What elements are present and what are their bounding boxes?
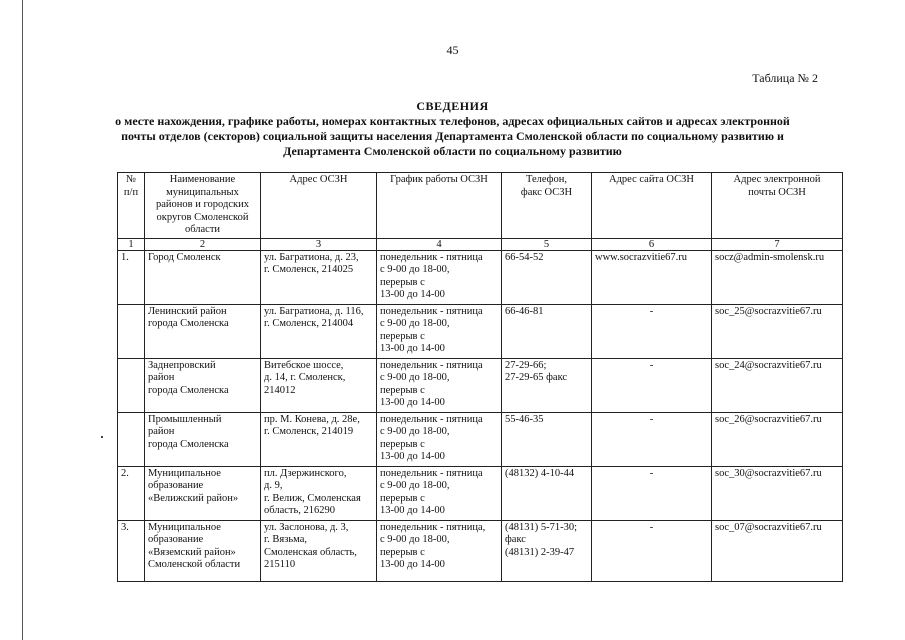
column-number: 1: [118, 238, 145, 250]
document-title: СВЕДЕНИЯ: [416, 99, 489, 113]
website: www.socrazvitie67.ru: [592, 250, 712, 304]
phone-fax-line: 27-29-65 факс: [505, 372, 568, 383]
header-address: [261, 173, 377, 239]
municipality-name-line: образование: [148, 534, 204, 545]
municipality-name: [145, 520, 261, 581]
municipality-name-line: район: [148, 426, 175, 437]
header-line: Адрес ОСЗН: [289, 174, 348, 185]
office-address-line: г. Смоленск, 214004: [264, 318, 354, 329]
header-line: п/п: [123, 186, 139, 198]
phone-fax: [502, 250, 592, 304]
office-address-line: д. 9,: [264, 480, 283, 491]
municipality-name-line: города Смоленска: [148, 384, 229, 396]
phone-fax-line: (48131) 2-39-47: [505, 546, 575, 558]
phone-fax-line: 66-54-52: [505, 251, 544, 263]
municipality-name-line: города Смоленска: [148, 318, 229, 329]
header-line: Адрес электронной: [733, 174, 821, 185]
heading-line-3: Департамента Смоленской области по социальному развитию: [283, 144, 622, 158]
office-address: [261, 250, 377, 304]
municipality-name: [145, 358, 261, 412]
header-schedule: [377, 173, 502, 239]
office-address: [261, 520, 377, 581]
table-row: [118, 466, 843, 520]
website: -: [592, 520, 712, 581]
office-address-line: область, 216290: [264, 505, 336, 516]
email-address: soc_24@socrazvitie67.ru: [712, 358, 843, 412]
municipality-name-line: Промышленный: [148, 413, 222, 425]
phone-fax: [502, 358, 592, 412]
row-number: 3.: [118, 520, 145, 581]
header-line: Адрес сайта ОСЗН: [608, 174, 694, 185]
office-address-line: 214012: [264, 384, 296, 396]
row-number: 1.: [118, 250, 145, 304]
work-schedule: [377, 250, 502, 304]
municipality-name-line: города Смоленска: [148, 438, 229, 450]
header-line: муниципальных: [166, 186, 239, 198]
work-schedule: [377, 520, 502, 581]
work-schedule-line: с 9-00 до 18-00,: [380, 318, 450, 329]
work-schedule-line: перерыв с: [380, 492, 425, 504]
phone-fax: [502, 520, 592, 581]
heading-line-2: почты отделов (секторов) социальной защиты населения Департамента Смоленской области по социальному развитию и: [121, 129, 784, 143]
office-address-line: г. Велиж, Смоленская: [264, 492, 361, 504]
work-schedule-line: понедельник - пятница: [380, 467, 483, 479]
office-address: [261, 358, 377, 412]
column-number-row: [118, 238, 843, 250]
office-address-line: пл. Дзержинского,: [264, 467, 347, 479]
work-schedule-line: понедельник - пятница: [380, 413, 483, 425]
row-number: [118, 358, 145, 412]
office-address-line: г. Смоленск, 214019: [264, 426, 354, 437]
column-number: 7: [712, 238, 843, 250]
row-number: 2.: [118, 466, 145, 520]
municipality-name-line: «Велижский район»: [148, 492, 239, 504]
website: -: [592, 466, 712, 520]
office-address: [261, 304, 377, 358]
office-address-line: ул. Багратиона, д. 23,: [264, 251, 359, 263]
header-line: №: [125, 174, 137, 185]
phone-fax-line: факс: [505, 534, 526, 545]
work-schedule-line: с 9-00 до 18-00,: [380, 372, 450, 383]
header-line: округов Смоленской: [156, 211, 249, 223]
work-schedule-line: с 9-00 до 18-00,: [380, 480, 450, 491]
row-number: [118, 304, 145, 358]
work-schedule-line: понедельник - пятница: [380, 359, 483, 371]
work-schedule-line: с 9-00 до 18-00,: [380, 426, 450, 437]
column-number: 3: [261, 238, 377, 250]
heading-line-1: о месте нахождения, графике работы, номерах контактных телефонов, адресах официальных сайтов и адресах электронной: [115, 114, 790, 128]
work-schedule: [377, 358, 502, 412]
phone-fax-line: 27-29-66;: [505, 359, 547, 371]
municipality-name-line: Смоленской области: [148, 559, 241, 570]
municipality-name-line: Муниципальное: [148, 521, 221, 533]
office-address-line: г. Вязьма,: [264, 534, 307, 545]
table-row: [118, 412, 843, 466]
office-address-line: Витебское шоссе,: [264, 359, 344, 371]
work-schedule-line: с 9-00 до 18-00,: [380, 534, 450, 545]
work-schedule-line: 13-00 до 14-00: [380, 505, 445, 516]
work-schedule-line: 13-00 до 14-00: [380, 343, 445, 354]
office-address: [261, 466, 377, 520]
office-address-line: г. Смоленск, 214025: [264, 264, 354, 275]
column-number: 5: [502, 238, 592, 250]
municipality-name-line: Муниципальное: [148, 467, 221, 479]
phone-fax: [502, 304, 592, 358]
offices-table: [117, 172, 843, 582]
column-number: 4: [377, 238, 502, 250]
phone-fax: [502, 466, 592, 520]
work-schedule: [377, 466, 502, 520]
municipality-name-line: район: [148, 372, 175, 383]
municipality-name: [145, 250, 261, 304]
email-address: soc_26@socrazvitie67.ru: [712, 412, 843, 466]
table-row: [118, 520, 843, 581]
header-email: [712, 173, 843, 239]
work-schedule: [377, 412, 502, 466]
website: -: [592, 304, 712, 358]
header-num: [118, 173, 145, 239]
header-line: районов и городских: [156, 199, 249, 210]
office-address-line: Смоленская область,: [264, 546, 357, 558]
website: -: [592, 358, 712, 412]
office-address: [261, 412, 377, 466]
office-address-line: 215110: [264, 559, 296, 570]
email-address: socz@admin-smolensk.ru: [712, 250, 843, 304]
work-schedule-line: понедельник - пятница: [380, 251, 483, 263]
work-schedule-line: перерыв с: [380, 330, 425, 342]
email-address: soc_25@socrazvitie67.ru: [712, 304, 843, 358]
office-address-line: пр. М. Конева, д. 28е,: [264, 413, 360, 425]
header-line: почты ОСЗН: [748, 186, 806, 198]
work-schedule-line: 13-00 до 14-00: [380, 451, 445, 462]
table-row: [118, 358, 843, 412]
table-label: Таблица № 2: [752, 71, 818, 85]
municipality-name: [145, 466, 261, 520]
municipality-name: [145, 412, 261, 466]
municipality-name-line: Город Смоленск: [148, 251, 221, 263]
municipality-name-line: Заднепровский: [148, 359, 216, 371]
header-phone: [502, 173, 592, 239]
row-number: [118, 412, 145, 466]
header-line: области: [184, 224, 221, 235]
table-row: [118, 250, 843, 304]
work-schedule-line: 13-00 до 14-00: [380, 397, 445, 408]
header-name: [145, 173, 261, 239]
work-schedule-line: перерыв с: [380, 546, 425, 558]
work-schedule-line: понедельник - пятница,: [380, 521, 486, 533]
phone-fax-line: 66-46-81: [505, 305, 544, 317]
work-schedule-line: перерыв с: [380, 384, 425, 396]
work-schedule-line: 13-00 до 14-00: [380, 559, 445, 570]
work-schedule-line: с 9-00 до 18-00,: [380, 264, 450, 275]
work-schedule-line: понедельник - пятница: [380, 305, 483, 317]
office-address-line: ул. Заслонова, д. 3,: [264, 521, 349, 533]
phone-fax: [502, 412, 592, 466]
phone-fax-line: (48132) 4-10-44: [505, 467, 575, 479]
work-schedule-line: перерыв с: [380, 438, 425, 450]
page-number: 45: [446, 43, 459, 57]
office-address-line: д. 14, г. Смоленск,: [264, 372, 346, 383]
work-schedule-line: перерыв с: [380, 276, 425, 288]
scan-dot: [101, 436, 103, 438]
scan-edge-line: [22, 0, 23, 640]
email-address: soc_30@socrazvitie67.ru: [712, 466, 843, 520]
column-number: 6: [592, 238, 712, 250]
header-line: Телефон,: [525, 174, 567, 185]
table-header-row: [118, 173, 843, 239]
work-schedule-line: 13-00 до 14-00: [380, 289, 445, 300]
phone-fax-line: (48131) 5-71-30;: [505, 521, 578, 533]
municipality-name: [145, 304, 261, 358]
email-address: soc_07@socrazvitie67.ru: [712, 520, 843, 581]
municipality-name-line: «Вяземский район»: [148, 546, 236, 558]
municipality-name-line: образование: [148, 480, 204, 491]
website: -: [592, 412, 712, 466]
column-number: 2: [145, 238, 261, 250]
table-row: [118, 304, 843, 358]
work-schedule: [377, 304, 502, 358]
header-line: факс ОСЗН: [520, 186, 573, 198]
municipality-name-line: Ленинский район: [148, 305, 227, 317]
header-line: График работы ОСЗН: [390, 174, 488, 185]
header-site: [592, 173, 712, 239]
phone-fax-line: 55-46-35: [505, 413, 544, 425]
office-address-line: ул. Багратиона, д. 116,: [264, 305, 364, 317]
document-heading: [0, 99, 905, 159]
header-line: Наименование: [169, 174, 236, 185]
